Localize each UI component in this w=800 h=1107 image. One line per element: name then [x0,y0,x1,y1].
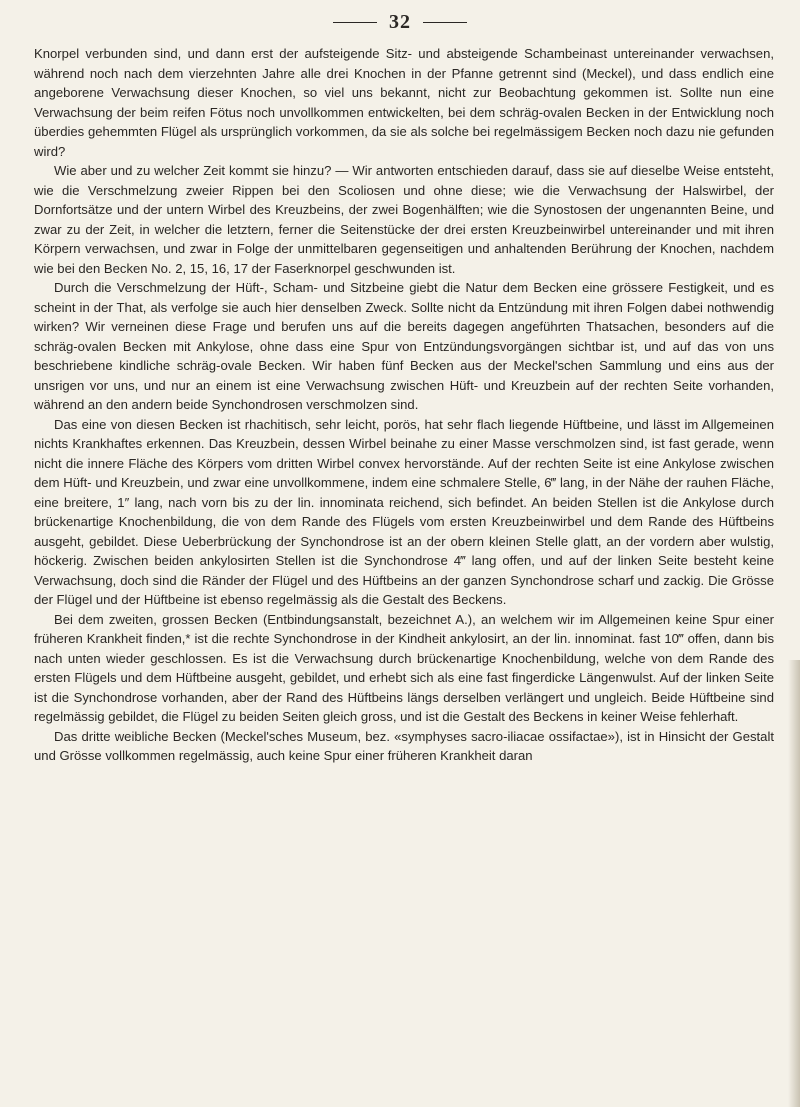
paragraph: Durch die Verschmelzung der Hüft-, Scham- und Sitzbeine giebt die Natur dem Becken eine grössere Festigkeit, und es scheint in der That, als verfolge sie auch hier denselben Zweck. Sollte nicht da Entzündung mit ihren Folgen dabei nothwendig wirken? Wir verneinen diese Frage und berufen uns auf die bereits dagegen angeführten Thatsachen, besonders auf die schräg-ovalen Becken mit Ankylose, ohne dass eine Spur von Entzündungsvorgängen sichtbar ist, und auf das von uns beschriebene kindliche schräg-ovale Becken. Wir haben fünf Becken aus der Meckel'schen Sammlung und eins aus der unsrigen vor uns, und nur an einem ist eine Verwachsung zwischen Hüft- und Kreuzbein auf der rechten Seite vorhanden, während an den andern beide Synchondrosen verschmolzen sind. [34,280,774,412]
page-edge-shadow [788,660,800,1107]
body-text [34,44,774,766]
header-rule-left [333,22,377,23]
paragraph: Wie aber und zu welcher Zeit kommt sie hinzu? — Wir antworten entschieden darauf, dass sie auf dieselbe Weise entsteht, wie die Verschmelzung zweier Rippen bei den Scoliosen und ohne diese; wie die Verwachsung der Halswirbel, der Dornfortsätze und der untern Wirbel des Kreuzbeins, der zwei Bogenhälften; wie die Synostosen der ungenannten Beine, und zwar zu der Zeit, in welcher die letztern, ferner die Seitenstücke der drei ersten Kreuzbeinwirbel untereinander und mit ihren Körpern verwachsen, und zwar in Folge der unmittelbaren gegenseitigen und anhaltenden Berührung der Knochen, nachdem wie bei den Becken No. 2, 15, 16, 17 der Faserknorpel geschwunden ist. [34,163,774,276]
paragraph: Das dritte weibliche Becken (Meckel'sches Museum, bez. «symphyses sacro-iliacae ossifactae»), ist in Hinsicht der Gestalt und Grösse vollkommen regelmässig, auch keine Spur einer früheren Krankheit daran [34,728,774,763]
header-rule-right [423,22,467,23]
paragraph: Bei dem zweiten, grossen Becken (Entbindungsanstalt, bezeichnet A.), an welchem wir im Allgemeinen keine Spur einer früheren Krankheit finden,* ist die rechte Synchondrose in der Kindheit ankylosirt, an der lin. innominat. fast 10‴ offen, dann bis nach unten wieder geschlossen. Es ist die Verwachsung durch brückenartige Knochenbildung, welche von dem Rande des ersten Flügels und dem Hüftbeine ausgeht, gebildet, und erhebt sich als eine fast fingerdicke Längenwulst. Auf der linken Seite ist die Synchondrose vorhanden, aber der Rand des Hüftbeins längs derselben verlängert und ungleich. Beide Hüftbeine sind regelmässig gebildet, die Flügel zu beiden Seiten gleich gross, und ist die Gestalt des Beckens in keiner Weise fehlerhaft. [34,611,774,724]
page-header [0,8,800,36]
page-number: 32 [389,10,411,33]
paragraph: Das eine von diesen Becken ist rhachitisch, sehr leicht, porös, hat sehr flach liegende Hüftbeine, und lässt im Allgemeinen nichts Krankhaftes erkennen. Das Kreuzbein, dessen Wirbel beinahe zu einer Masse verschmolzen sind, ist fast gerade, wenn nicht die innere Fläche des Körpers vom dritten Wirbel convex hervorstände. Auf der rechten Seite ist eine Ankylose zwischen dem Hüft- und Kreuzbein, und zwar eine unvollkommene, indem eine schmalere Stelle, 6‴ lang, in der Nähe der rauhen Fläche, eine breitere, 1″ lang, nach vorn bis zu der lin. innominata reichend, sich befindet. An beiden Stellen ist die Ankylose durch brückenartige Knochenbildung, die von dem Rande des Flügels vom ersten Kreuzbeinwirbel und dem Rande des Hüftbeins ausgeht, gebildet. Diese Ueberbrückung der Synchondrose ist an der obern kleinen Stelle glatt, an der vordern aber wulstig, höckerig. Zwischen beiden ankylosirten Stellen ist die Synchondrose 4‴ lang offen, und auf der linken Seite besteht keine Verwachsung, doch sind die Ränder der Flügel und des Hüftbeins an der ganzen Synchondrose scharf und zackig. Die Grösse der Flügel und der Hüftbeine ist ebenso regelmässig als die Gestalt des Beckens. [34,416,774,607]
paragraph: Knorpel verbunden sind, und dann erst der aufsteigende Sitz- und absteigende Schambeinast untereinander verwachsen, während noch nach dem vierzehnten Jahre alle drei Knochen in der Pfanne getrennt sind (Meckel), und dass endlich eine angeborene Verwachsung dieser Knochen, so viel uns bekannt, nicht zur Beobachtung gekommen ist. Sollte nun eine Verwachsung der beim reifen Fötus noch unvollkommen entwickelten, bei dem schräg-ovalen Becken in der Entwicklung noch überdies gehemmten Flügel als ursprünglich vorkommen, da sie als solche bei regelmässigem Becken noch dazu nie gefunden wird? [34,46,774,159]
